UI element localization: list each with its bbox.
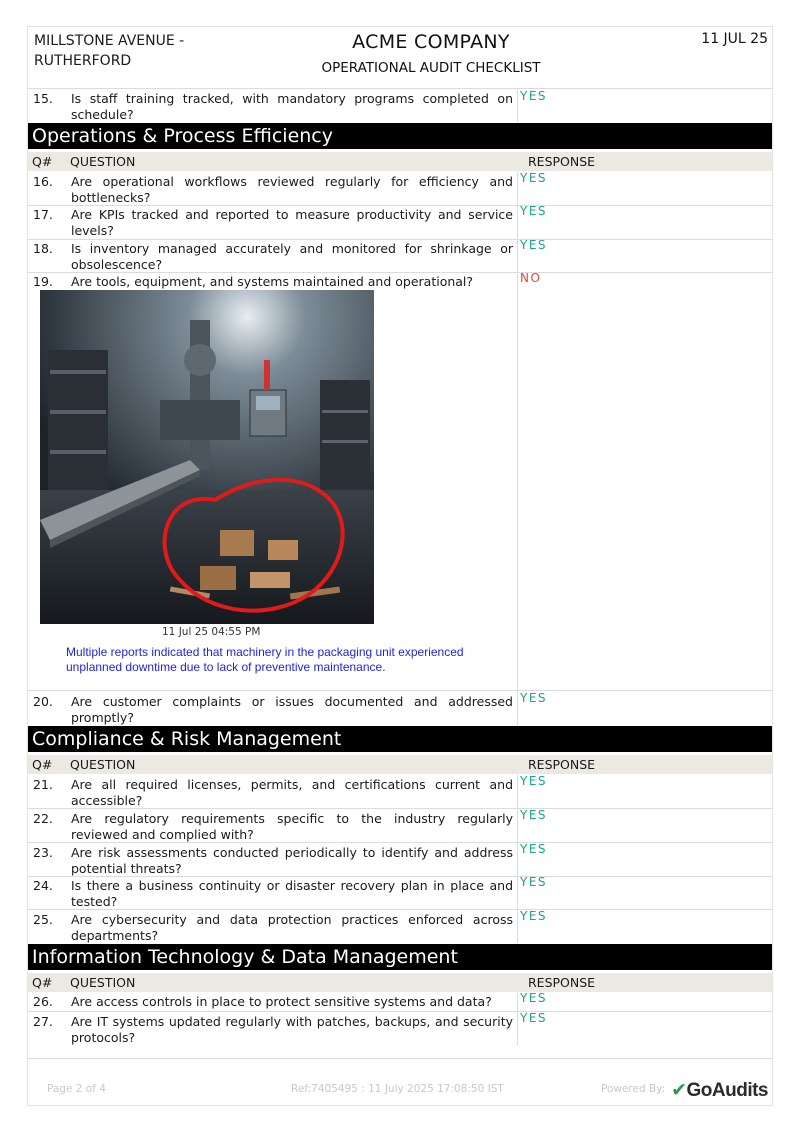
company-name: ACME COMPANY — [352, 31, 510, 53]
question-number: 15. — [33, 91, 53, 106]
question-number: 18. — [33, 241, 53, 256]
col-header-question: QUESTION — [70, 154, 136, 169]
question-number: 17. — [33, 207, 53, 222]
evidence-photo[interactable] — [40, 290, 374, 624]
response-value: YES — [520, 204, 548, 218]
section-header-operations: Operations & Process Efficiency — [28, 123, 772, 149]
response-value: YES — [520, 774, 548, 788]
row-divider — [28, 1011, 772, 1012]
response-value: YES — [520, 89, 548, 103]
report-reference: Ref:7405495 : 11 July 2025 17:08:50 IST — [291, 1083, 504, 1095]
question-number: 16. — [33, 174, 53, 189]
question-text: Are risk assessments conducted periodically to identify and address potential threats? — [71, 845, 513, 876]
checklist-title: OPERATIONAL AUDIT CHECKLIST — [321, 60, 541, 76]
column-divider — [517, 89, 518, 122]
response-value: YES — [520, 842, 548, 856]
powered-by-label: Powered By: — [601, 1083, 666, 1095]
response-value: NO — [520, 271, 542, 285]
question-number: 25. — [33, 912, 53, 927]
row-divider — [28, 239, 772, 240]
col-header-response: RESPONSE — [528, 154, 596, 169]
row-divider — [28, 272, 772, 273]
response-value: YES — [520, 909, 548, 923]
question-number: 27. — [33, 1014, 53, 1029]
question-text: Are KPIs tracked and reported to measure productivity and service levels? — [71, 207, 513, 238]
question-text: Are IT systems updated regularly with patches, backups, and security protocols? — [71, 1014, 513, 1045]
footer-divider — [28, 1058, 772, 1059]
question-text: Are regulatory requirements specific to the industry regularly reviewed and complied with? — [71, 811, 513, 842]
column-header-row — [28, 973, 772, 992]
page-number: Page 2 of 4 — [47, 1083, 106, 1095]
question-number: 26. — [33, 994, 53, 1009]
row-divider — [28, 842, 772, 843]
response-value: YES — [520, 875, 548, 889]
row-divider — [28, 909, 772, 910]
response-value: YES — [520, 991, 548, 1005]
column-divider — [517, 691, 518, 725]
question-text: Are customer complaints or issues documented and addressed promptly? — [71, 694, 513, 725]
logo-text: GoAudits — [686, 1080, 768, 1101]
col-header-qnum: Q# — [32, 757, 53, 772]
audit-location: MILLSTONE AVENUE - RUTHERFORD — [34, 33, 185, 69]
column-divider — [517, 172, 518, 690]
col-header-qnum: Q# — [32, 975, 53, 990]
response-value: YES — [520, 691, 548, 705]
question-number: 21. — [33, 777, 53, 792]
photo-timestamp: 11 Jul 25 04:55 PM — [162, 626, 261, 638]
question-text: Are access controls in place to protect sensitive systems and data? — [71, 994, 492, 1009]
column-divider — [517, 993, 518, 1045]
question-text: Is inventory managed accurately and monitored for shrinkage or obsolescence? — [71, 241, 513, 272]
row-divider — [28, 876, 772, 877]
goaudits-logo — [671, 1079, 768, 1102]
response-value: YES — [520, 808, 548, 822]
response-value: YES — [520, 1011, 548, 1025]
question-number: 20. — [33, 694, 53, 709]
question-number: 19. — [33, 274, 53, 289]
row-divider — [28, 205, 772, 206]
question-number: 24. — [33, 878, 53, 893]
section-header-compliance: Compliance & Risk Management — [28, 726, 772, 752]
row-divider — [28, 690, 772, 691]
question-text: Is staff training tracked, with mandatory programs completed on schedule? — [71, 91, 513, 122]
col-header-question: QUESTION — [70, 757, 136, 772]
question-text: Are all required licenses, permits, and certifications current and accessible? — [71, 777, 513, 808]
question-text: Is there a business continuity or disaster recovery plan in place and tested? — [71, 878, 513, 909]
col-header-response: RESPONSE — [528, 757, 596, 772]
header-divider — [28, 88, 772, 89]
checkmark-icon: ✔ — [671, 1080, 687, 1101]
question-number: 22. — [33, 811, 53, 826]
col-header-question: QUESTION — [70, 975, 136, 990]
factory-machinery-image — [40, 290, 374, 624]
section-header-it: Information Technology & Data Management — [28, 944, 772, 970]
question-number: 23. — [33, 845, 53, 860]
column-divider — [517, 775, 518, 943]
col-header-response: RESPONSE — [528, 975, 596, 990]
response-value: YES — [520, 238, 548, 252]
question-text: Are operational workflows reviewed regularly for efficiency and bottlenecks? — [71, 174, 513, 205]
question-text: Are tools, equipment, and systems maintained and operational? — [71, 274, 474, 289]
audit-date: 11 JUL 25 — [701, 31, 768, 47]
row-divider — [28, 808, 772, 809]
column-header-row — [28, 152, 772, 171]
auditor-note: Multiple reports indicated that machinery in the packaging unit experienced unplanned downtime due to lack of preventive maintenance. — [66, 645, 464, 674]
col-header-qnum: Q# — [32, 154, 53, 169]
question-text: Are cybersecurity and data protection practices enforced across departments? — [71, 912, 513, 943]
column-header-row — [28, 755, 772, 774]
response-value: YES — [520, 171, 548, 185]
